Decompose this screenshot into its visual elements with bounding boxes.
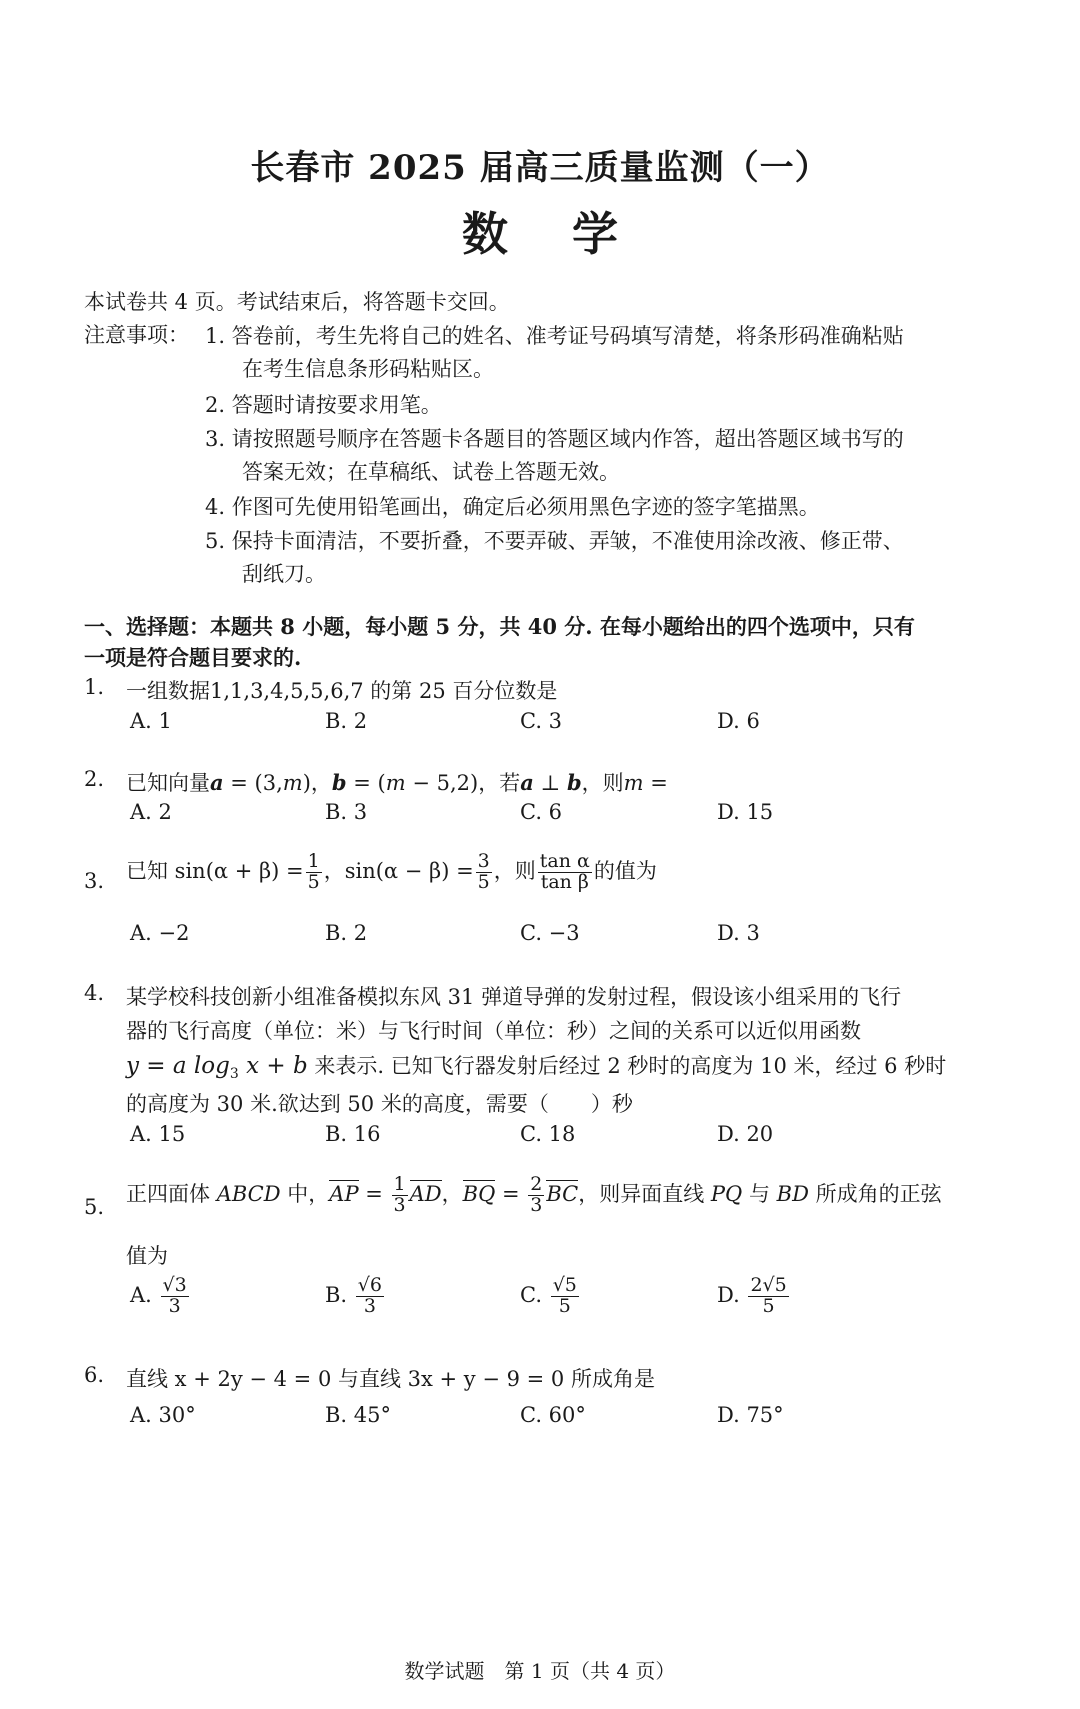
question-6-option-d: D. 75° <box>717 1403 784 1427</box>
question-2-text: 已知向量a = (3,m)，b = (m − 5,2)，若a ⊥ b，则m = <box>126 770 668 795</box>
question-5-option-a: A. $\frac{√3}{3}$ <box>130 1274 187 1317</box>
notice-item-3-cont: 答案无效；在草稿纸、试卷上答题无效。 <box>242 460 620 484</box>
question-5-number: 5. <box>84 1195 105 1219</box>
notice-item-3: 3. 请按照题号顺序在答题卡各题目的答题区域内作答，超出答题区域书写的 <box>205 427 904 451</box>
question-5-line-2: 值为 <box>126 1244 168 1268</box>
question-1-number: 1. <box>84 675 105 699</box>
subject-title: 数学 <box>462 207 682 261</box>
notice-item-2: 2. 答题时请按要求用笔。 <box>205 393 442 417</box>
question-2-number: 2. <box>84 767 105 791</box>
notice-label: 注意事项： <box>84 323 189 347</box>
question-3-number: 3. <box>84 869 105 893</box>
question-3-option-d: D. 3 <box>717 921 760 945</box>
question-5-text: 正四面体 ABCD 中，AP = $\frac{1}{3}$ AD，BQ = $\frac{2}{3}$ BC，则异面直线 PQ 与 BD 所成角的正弦 <box>126 1173 942 1216</box>
page-footer: 数学试题 第 1 页（共 4 页） <box>404 1659 676 1683</box>
question-3-text: 已知 sin(α + β) = $\frac{1}{5}$ ，sin(α − β) = $\frac{3}{5}$ ，则 $\frac{\text{tan α}}{\text{tan β}}$ 的值为 <box>126 850 657 893</box>
exam-title: 长春市 2025 届高三质量监测（一） <box>250 148 830 188</box>
question-4-option-d: D. 20 <box>717 1122 774 1146</box>
question-5-option-b: B. $\frac{√6}{3}$ <box>325 1274 382 1317</box>
notice-item-4: 4. 作图可先使用铅笔画出，确定后必须用黑色字迹的签字笔描黑。 <box>205 495 820 519</box>
question-4-line-4: 的高度为 30 米.欲达到 50 米的高度，需要（ ）秒 <box>126 1092 633 1116</box>
question-6-option-c: C. 60° <box>520 1403 586 1427</box>
question-2-option-b: B. 3 <box>325 800 368 824</box>
question-4-line-2: 器的飞行高度（单位：米）与飞行时间（单位：秒）之间的关系可以近似用函数 <box>126 1019 861 1043</box>
question-3-option-c: C. −3 <box>520 921 580 945</box>
question-6-number: 6. <box>84 1363 105 1387</box>
question-5-option-c: C. $\frac{√5}{5}$ <box>520 1274 577 1317</box>
question-4-line-1: 某学校科技创新小组准备模拟东风 31 弹道导弹的发射过程，假设该小组采用的飞行 <box>126 985 902 1009</box>
section-heading: 一、选择题：本题共 8 小题，每小题 5 分，共 40 分. 在每小题给出的四个选项中，只有 <box>84 614 915 639</box>
question-4-option-b: B. 16 <box>325 1122 381 1146</box>
section-heading-cont: 一项是符合题目要求的. <box>84 645 302 670</box>
question-6-text: 直线 x + 2y − 4 = 0 与直线 3x + y − 9 = 0 所成角是 <box>126 1367 655 1391</box>
question-6-option-a: A. 30° <box>130 1403 196 1427</box>
notice-item-1: 1. 答卷前，考生先将自己的姓名、准考证号码填写清楚，将条形码准确粘贴 <box>205 324 904 348</box>
question-2-option-c: C. 6 <box>520 800 563 824</box>
question-2-option-a: A. 2 <box>130 800 172 824</box>
notice-item-1-cont: 在考生信息条形码粘贴区。 <box>242 357 494 381</box>
question-2-option-d: D. 15 <box>717 800 774 824</box>
intro-text: 本试卷共 4 页。考试结束后，将答题卡交回。 <box>84 290 510 314</box>
question-4-option-c: C. 18 <box>520 1122 576 1146</box>
notice-item-5: 5. 保持卡面清洁，不要折叠，不要弄破、弄皱，不准使用涂改液、修正带、 <box>205 529 904 553</box>
question-5-option-d: D. $\frac{2√5}{5}$ <box>717 1274 787 1317</box>
question-1-option-b: B. 2 <box>325 709 368 733</box>
question-3-option-b: B. 2 <box>325 921 368 945</box>
question-3-option-a: A. −2 <box>130 921 190 945</box>
question-4-option-a: A. 15 <box>130 1122 186 1146</box>
question-6-option-b: B. 45° <box>325 1403 392 1427</box>
notice-item-5-cont: 刮纸刀。 <box>242 562 326 586</box>
question-4-line-3: y = a $\log_3 x + b$ 来表示. 已知飞行器发射后经过 2 秒时的高度为 10 米，经过 6 秒时 <box>126 1053 947 1083</box>
question-1-text: 一组数据1,1,3,4,5,5,6,7 的第 25 百分位数是 <box>126 679 558 703</box>
question-4-number: 4. <box>84 981 105 1005</box>
question-1-option-c: C. 3 <box>520 709 563 733</box>
question-1-option-d: D. 6 <box>717 709 760 733</box>
question-1-option-a: A. 1 <box>130 709 172 733</box>
